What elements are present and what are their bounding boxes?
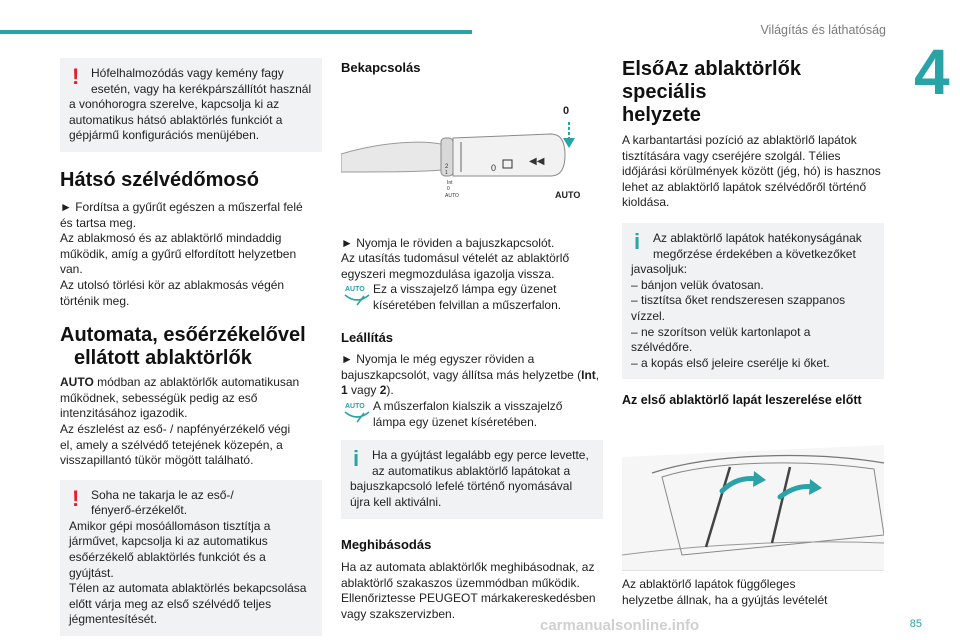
auto-wipers-text: AUTO módban az ablaktörlők automatikusan működnek, sebességük pedig az eső intenzitásához igazodik. Az észlelést az eső- / napfényérzékelő végi el, amely a szélvédő tetejének közepén, a visszapillantó tükör mögött található. — [60, 375, 300, 468]
stalk-label-int: Int — [447, 179, 453, 186]
stalk-symbol-0: 0 — [491, 162, 497, 173]
page-number: 85 — [909, 618, 922, 630]
stalk-label-auto: AUTO — [445, 192, 459, 198]
info-icon: i — [634, 228, 641, 254]
header-accent-bar — [0, 30, 472, 34]
auto-lamp-on-note: AUTO Ez a visszajelző lámpa egy üzenet kíséretében felvillan a műszerfalon. — [341, 282, 603, 313]
column-2 — [341, 60, 603, 622]
heading-switch-off: Leállítás — [341, 329, 394, 345]
illustration-caption: Az ablaktörlő lapátok függőleges helyzetbe állnak, ha a gyújtás levételét — [622, 576, 828, 607]
heading-rear-washer: Hátsó szélvédőmosó — [60, 168, 259, 191]
arrow-down-icon — [563, 138, 575, 148]
column-1 — [60, 58, 322, 636]
info-box-maintenance: i Az ablaktörlő lapátok hatékonyságának megőrzése érdekében a következőket javasoljuk: – bánjon velük óvatosan. – tisztítsa őket rendszeresen szappanos vízzel. – ne szorítson velük kartonlapot a szélvédőre. – a kopás első jeleire cserélje ki őket. — [622, 223, 884, 379]
heading-before-removal: Az első ablaktörlő lapát leszerelése előtt — [622, 393, 862, 408]
fault-text: Ha az automata ablaktörlők meghibásodnak, az ablaktörlő szakaszos üzemmódban működik. Ellenőriztesse PEUGEOT márkakereskedésben vagy szakszervizben. — [341, 560, 596, 621]
wiper-stalk-illustration — [341, 98, 603, 198]
stalk-position-0: 0 — [563, 104, 570, 117]
switch-on-text: ► Nyomja le röviden a bajuszkapcsolót. Az utasítás tudomásul vételét az ablaktörlő egyszeri megmozdulása igazolja vissza. — [341, 235, 570, 281]
heading-auto-wipers: Automata, esőérzékelővel ellátott ablaktörlők — [60, 324, 306, 370]
heading-switch-on: Bekapcsolás — [341, 60, 421, 75]
auto-lamp-off-note: AUTO A műszerfalon kialszik a visszajelző lámpa egy üzenet kíséretében. — [341, 399, 603, 430]
switch-off-text: ► Nyomja le még egyszer röviden a bajuszkapcsolót, vagy állítsa más helyzetbe (Int, 1 vagy 2). — [341, 352, 600, 398]
special-position-text: A karbantartási pozíció az ablaktörlő lapátok tisztítására vagy cseréjére szolgál. Télies időjárási körülmények között (jég, hó) is hasznos lehet az ablaktörlő lapátok szélvédőről történő kioldása. — [622, 133, 881, 210]
auto-wiper-lamp-icon — [342, 400, 372, 424]
info-icon: i — [353, 446, 360, 472]
watermark: carmanualsonline.info — [540, 617, 700, 634]
heading-special-position: ElsőAz ablaktörlők speciális helyzete — [622, 58, 801, 126]
svg-text:◀◀: ◀◀ — [529, 155, 545, 167]
warning-icon: ! — [72, 485, 80, 511]
rear-washer-text: ► Fordítsa a gyűrűt egészen a műszerfal felé és tartsa meg. Az ablakmosó és az ablaktörlő mindaddig működik, amíg a gyűrű elfordított helyzetben van. Az utolsó törlési kör az ablakmosás végén történik meg. — [60, 199, 303, 308]
svg-text:AUTO: AUTO — [345, 286, 365, 294]
section-header: Világítás és láthatóság — [760, 23, 886, 37]
warning-box-2: ! Soha ne takarja le az eső-/ fényerő-érzékelőt. Amikor gépi mosóállomáson tisztítja a járművet, kapcsolja ki az automatikus esőérzékelő ablaktörlés funkciót és a gyújtást. Télen az automata ablaktörlés bekapcsolása előtt várja meg az első szélvédő teljes jégmentesítését. — [60, 480, 322, 636]
warning-box-1: ! Hófelhalmozódás vagy kemény fagy esetén, vagy ha kerékpárszállítót használ a vonóhorogra szerelve, kapcsolja ki az automatikus hátsó ablaktörlés funkciót a gépjármű konfigurációs menüjében. — [60, 58, 322, 152]
stalk-label-2: 2 — [445, 163, 449, 170]
chapter-number: 4 — [914, 36, 950, 108]
stalk-label-1: 1 — [445, 169, 448, 176]
info-box-reactivate: i Ha a gyújtást legalább egy perce levette, az automatikus ablaktörlő lapátokat a bajuszkapcsoló lefelé történő nyomásával újra kell aktiválni. — [341, 440, 603, 518]
column-3 — [622, 58, 884, 608]
auto-wiper-lamp-icon — [342, 283, 372, 307]
stalk-label-0: 0 — [447, 185, 450, 192]
stalk-position-auto: AUTO — [555, 189, 581, 198]
warning-icon: ! — [72, 64, 80, 89]
heading-fault: Meghibásodás — [341, 536, 432, 552]
svg-text:AUTO: AUTO — [345, 402, 365, 410]
windscreen-illustration — [622, 443, 884, 571]
